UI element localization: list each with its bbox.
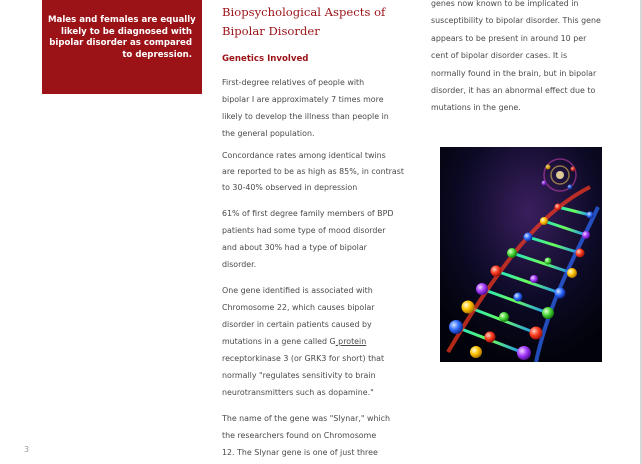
text-line: Chromosome 22, which causes bipolar [222, 303, 375, 312]
text-line: are reported to be as high as 85%, in contrast [222, 167, 404, 176]
dna-helix-image [440, 147, 602, 362]
paragraph-slynar-continued [431, 0, 631, 117]
text-line: to 30-40% observed in depression [222, 183, 358, 192]
text-line: and about 30% had a type of bipolar [222, 243, 367, 252]
text-line: receptorkinase 3 (or GRK3 for short) that [222, 354, 385, 363]
text-line: normally found in the brain, but in bipolar [431, 68, 597, 78]
text-line [222, 333, 412, 350]
text-line: bipolar I are approximately 7 times more [222, 95, 384, 104]
text-line: disorder. [222, 260, 257, 269]
text-line: One gene identified is associated with [222, 286, 373, 295]
text-line: First-degree relatives of people with [222, 78, 365, 87]
article-title [222, 3, 412, 41]
article-title-line: Biopsychological Aspects of [222, 5, 386, 19]
pull-quote-line: bipolar disorder as compared [49, 38, 192, 49]
article-column-1 [222, 0, 412, 461]
pull-quote-box [42, 0, 202, 94]
text-line: The name of the gene was "Slynar," which [222, 414, 390, 423]
protein-link[interactable]: protein [335, 337, 367, 346]
text-line: 12. The Slynar gene is one of just three [222, 448, 378, 457]
text-line: cent of bipolar disorder cases. It is [431, 51, 568, 61]
paragraph-family-members [222, 205, 412, 273]
text-line: appears to be present in around 10 per [431, 33, 587, 43]
text-line: the researchers found on Chromosome [222, 431, 377, 440]
text-line: disorder in certain patients caused by [222, 320, 372, 329]
paragraph-concordance [222, 148, 412, 196]
pull-quote-line: likely to be diagnosed with [61, 26, 192, 37]
pull-quote-line: to depression. [122, 49, 192, 60]
paragraph-chromosome-22 [222, 282, 412, 401]
text-line: neurotransmitters such as dopamine." [222, 388, 374, 397]
text-line: normally "regulates sensitivity to brain [222, 371, 376, 380]
text-line: patients had some type of mood disorder [222, 226, 386, 235]
dna-helix-illustration [440, 147, 602, 362]
article-title-line: Bipolar Disorder [222, 24, 320, 38]
paragraph-first-degree [222, 74, 412, 142]
text-line: Concordance rates among identical twins [222, 151, 386, 160]
text-line: 61% of first degree family members of BPD [222, 209, 394, 218]
text-line: mutations in the gene. [431, 103, 521, 113]
article-column-2 [431, 0, 631, 117]
section-heading: Genetics Involved [222, 54, 309, 64]
text-line: genes now known to be implicated in [431, 0, 579, 8]
text-line: disorder, it has an abnormal effect due to [431, 86, 596, 96]
text-line: susceptibility to bipolar disorder. This gene [431, 16, 601, 26]
text-line: the general population. [222, 129, 315, 138]
pull-quote-line: Males and females are equally [48, 15, 196, 25]
paragraph-slynar [222, 410, 412, 461]
page-number: 3 [24, 445, 30, 454]
text-line: likely to develop the illness than people in [222, 112, 389, 121]
text-fragment: mutations in a gene called G [222, 337, 336, 346]
